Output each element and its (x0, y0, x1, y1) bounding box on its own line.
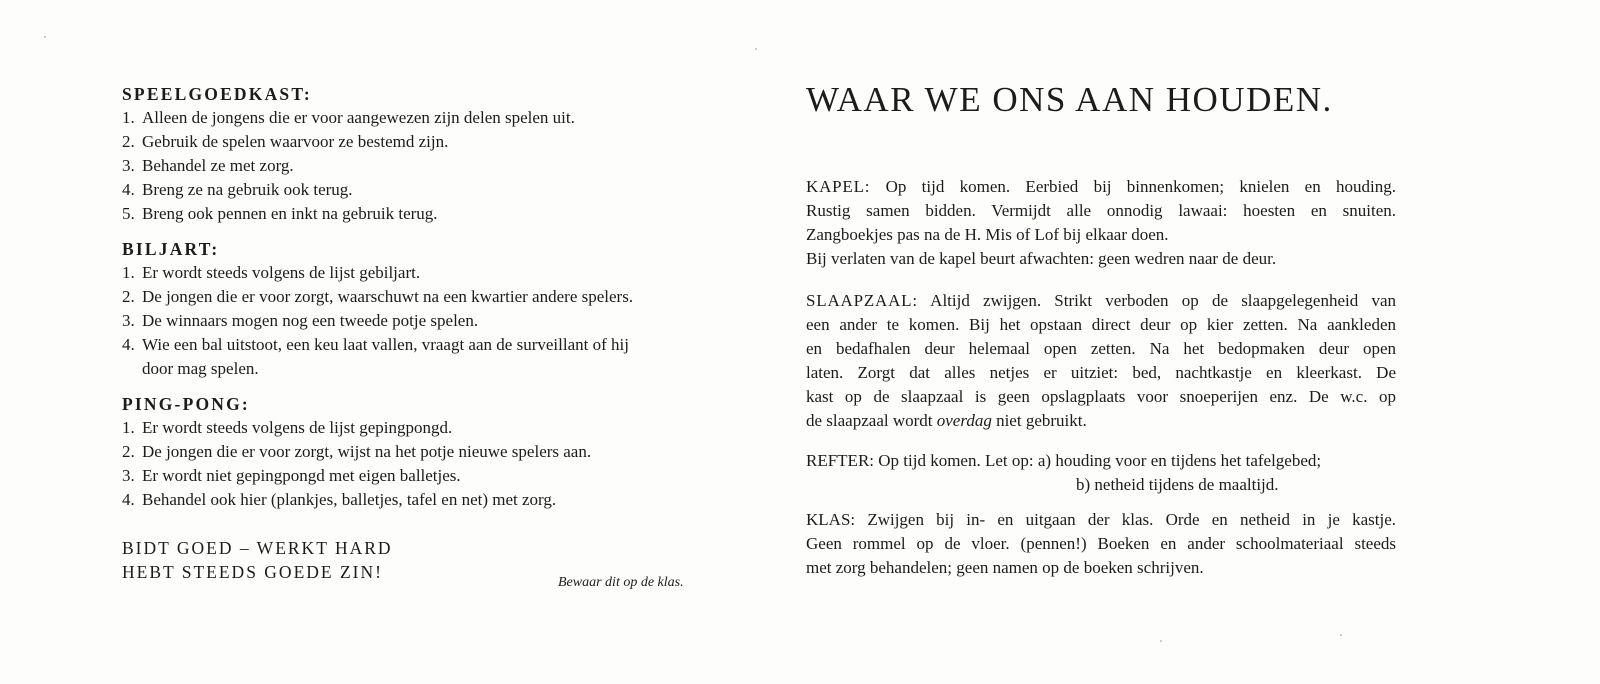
paragraph-label: REFTER: (806, 451, 875, 470)
paragraph-line: met zorg behandelen; geen namen op de boeken schrijven. (806, 558, 1204, 577)
rule-item: 3. De winnaars mogen nog een tweede potje spelen. (122, 311, 479, 330)
paragraph-line: Geen rommel op de vloer. (pennen!) Boeken en ander schoolmateriaal steeds (806, 534, 1396, 553)
rule-item: 1. Er wordt steeds volgens de lijst gepingpongd. (122, 418, 453, 437)
paragraph-line: b) netheid tijdens de maaltijd. (1076, 475, 1279, 494)
rule-item: 1. Er wordt steeds volgens de lijst gebiljart. (122, 263, 421, 282)
paragraph-klas (806, 508, 1396, 580)
rule-item-continuation: door mag spelen. (142, 359, 259, 378)
paragraph-label: KLAS: (806, 510, 856, 529)
scan-speck (1340, 634, 1342, 636)
paragraph-line: de slaapzaal wordt overdag niet gebruikt. (806, 411, 1087, 430)
paragraph-line: en bedafhalen deur helemaal open zetten. Na het bedopmaken deur open (806, 339, 1396, 358)
rule-item: 4. Behandel ook hier (plankjes, balletjes, tafel en net) met zorg. (122, 490, 557, 509)
section-heading-biljart: BILJART: (122, 239, 220, 259)
paragraph-line: kast op de slaapzaal is geen opslagplaats voor snoeperijen enz. De w.c. op (806, 387, 1396, 406)
paragraph-line: Bij verlaten van de kapel beurt afwachten: geen wedren naar de deur. (806, 249, 1277, 268)
section-heading-speelgoedkast: SPEELGOEDKAST: (122, 84, 312, 104)
paragraph-line: KAPEL: Op tijd komen. Eerbied bij binnenkomen; knielen en houding. (806, 177, 1396, 196)
paragraph-label: KAPEL: (806, 177, 871, 196)
section-heading-ping-pong: PING-PONG: (122, 394, 250, 414)
rule-item: 3. Behandel ze met zorg. (122, 156, 294, 175)
paragraph-refter (806, 449, 1396, 497)
paragraph-line: SLAAPZAAL: Altijd zwijgen. Strikt verboden op de slaapgelegenheid van (806, 291, 1396, 310)
rule-item: 5. Breng ook pennen en inkt na gebruik terug. (122, 204, 438, 223)
rule-item: 4. Wie een bal uitstoot, een keu laat vallen, vraagt aan de surveillant of hij (122, 335, 629, 354)
paragraph-slaapzaal (806, 289, 1396, 433)
footnote: Bewaar dit op de klas. (558, 575, 684, 590)
rule-item: 4. Breng ze na gebruik ook terug. (122, 180, 353, 199)
page-title: WAAR WE ONS AAN HOUDEN. (806, 80, 1333, 119)
paragraph-line: KLAS: Zwijgen bij in- en uitgaan der klas. Orde en netheid in je kastje. (806, 510, 1396, 529)
paragraph-kapel (806, 175, 1396, 271)
scan-speck (44, 36, 46, 38)
paragraph-label: SLAAPZAAL: (806, 291, 918, 310)
scan-speck (1160, 640, 1162, 642)
paragraph-line: Zangboekjes pas na de H. Mis of Lof bij elkaar doen. (806, 225, 1169, 244)
rule-item: 2. De jongen die er voor zorgt, waarschuwt na een kwartier andere spelers. (122, 287, 634, 306)
rule-item: 1. Alleen de jongens die er voor aangewezen zijn delen spelen uit. (122, 108, 575, 127)
paragraph-line: REFTER: Op tijd komen. Let op: a) houding voor en tijdens het tafelgebed; (806, 451, 1322, 470)
rule-item: 2. De jongen die er voor zorgt, wijst na het potje nieuwe spelers aan. (122, 442, 592, 461)
paragraph-line: Rustig samen bidden. Vermijdt alle onnodig lawaai: hoesten en snuiten. (806, 201, 1396, 220)
motto-line: BIDT GOED – WERKT HARD (122, 538, 393, 558)
rule-item: 3. Er wordt niet gepingpongd met eigen balletjes. (122, 466, 461, 485)
paragraph-line: een ander te komen. Bij het opstaan direct deur op kier zetten. Na aankleden (806, 315, 1396, 334)
rule-item: 2. Gebruik de spelen waarvoor ze bestemd zijn. (122, 132, 449, 151)
paragraph-line: laten. Zorgt dat alles netjes er uitziet: bed, nachtkastje en kleerkast. De (806, 363, 1396, 382)
motto-line: HEBT STEEDS GOEDE ZIN! (122, 562, 383, 582)
scan-speck (755, 48, 757, 50)
